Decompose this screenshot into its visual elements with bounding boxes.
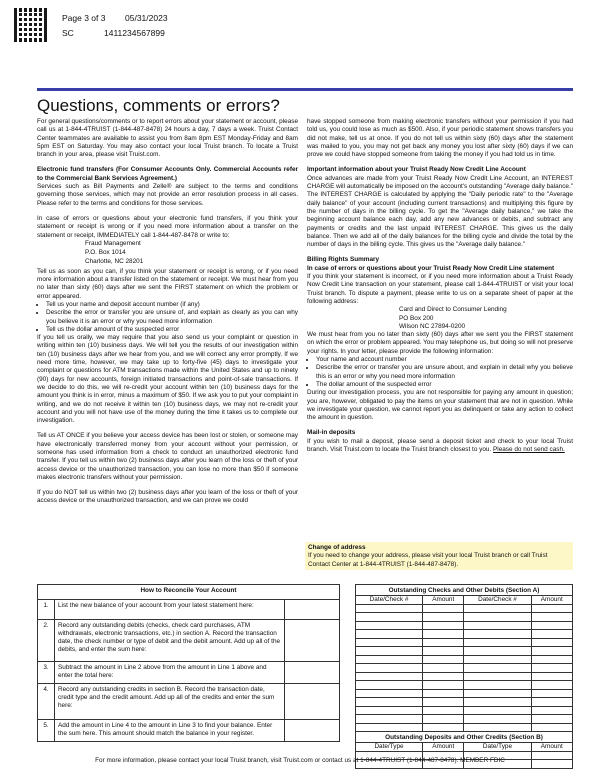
billing-rights-paragraph-2: We must hear from you no later than sixty (60) days after we sent you the FIRST statement on which the error or problem appeared. You may telephone us, but doing so will not preserve your rights. In your letter, please provide the following information: (307, 331, 573, 355)
table-row[interactable] (356, 664, 573, 673)
column-header: Amount (531, 743, 573, 752)
branch-code: SC (62, 28, 74, 38)
mail-in-heading: Mail-in deposits (307, 429, 356, 437)
list-item: • Your name and account number (316, 356, 573, 364)
list-item: • Describe the error or transfer you are unsure about, and explain in detail why you believe this is an error or why you need more information (316, 364, 573, 381)
table-row[interactable] (356, 647, 573, 656)
right-column (307, 118, 573, 461)
investigation-paragraph: During our investigation process, you are not responsible for paying any amount in question; you are, however, obligated to pay the items on your statement that are not in question. While we investigate your question, we cannot report you as delinquent or take any action to collect the amount in question. (307, 389, 573, 422)
table-row (38, 620, 340, 662)
row-instruction: List the new balance of your account from your latest statement here: (55, 600, 285, 620)
liability-paragraph: If you do NOT tell us within two (2) business days after you learn of the loss or theft of your access device or the unauthorized transaction, and we can prove we could (37, 489, 298, 505)
row-number: 5. (38, 720, 55, 742)
qr-code (14, 8, 48, 42)
amount-entry-field[interactable] (285, 620, 340, 662)
debits-heading: Outstanding Checks and Other Debits (Section A) (356, 585, 573, 596)
list-item: • Tell us the dollar amount of the suspected error (46, 326, 298, 334)
column-header: Date/Check # (356, 596, 423, 605)
change-of-address-heading: Change of address (308, 544, 366, 551)
page-title: Questions, comments or errors? (37, 96, 280, 115)
ready-now-heading: Important information about your Truist Ready Now Credit Line Account (307, 166, 526, 174)
row-instruction: Subtract the amount in Line 2 above from the amount in Line 1 above and enter the total here: (55, 662, 285, 684)
column-header: Date/Type (464, 743, 531, 752)
table-row[interactable] (356, 723, 573, 732)
account-number: 1411234567899 (104, 28, 165, 38)
fraud-address-line2: P.O. Box 1014 (85, 249, 126, 257)
row-number: 4. (38, 684, 55, 720)
column-header: Amount (423, 596, 464, 605)
billing-rights-subheading: In case of errors or questions about your Truist Ready Now Credit Line statement (307, 264, 555, 272)
change-of-address-box (305, 542, 573, 570)
row-number: 3. (38, 662, 55, 684)
footer: For more information, please contact your local Truist branch, visit Truist.com or contact us at 1-844-4TRUIST (1-844-487-8478). MEMBER FDIC (95, 757, 505, 764)
eft-services: Services such as Bill Payments and Zelle® are subject to the terms and conditions governing those services, which may not provide an error resolution process in all cases. Please refer to the terms and conditions for those services. (37, 183, 298, 207)
list-item: • Describe the error or transfer you are unsure of, and explain as clearly as you can why you believe it is an error or why you need more information (46, 309, 298, 326)
table-row[interactable] (356, 689, 573, 698)
table-row[interactable] (356, 715, 573, 724)
table-row (38, 720, 340, 742)
table-row[interactable] (356, 638, 573, 647)
table-row[interactable] (356, 706, 573, 715)
eft-heading: Electronic fund transfers (For Consumer Accounts Only. Commercial Accounts refer to the Commercial Bank Services Agreement.) (37, 166, 298, 182)
table-row[interactable] (356, 681, 573, 690)
row-instruction: Record any outstanding debits (checks, check card purchases, ATM withdrawals, electronic transactions, etc.) in section A. Record the transaction date, the check number or type of debit and the debit amount. Add up all of the debits, and enter the sum here: (55, 620, 285, 662)
table-row[interactable] (356, 621, 573, 630)
reconcile-table (37, 584, 340, 742)
card-address-line2: PO Box 200 (399, 314, 434, 322)
statement-date: 05/31/2023 (125, 13, 168, 23)
page-number: Page 3 of 3 (62, 13, 106, 23)
table-row[interactable] (356, 613, 573, 622)
row-instruction: Record any outstanding credits in section B. Record the transaction date, credit type and the credit amount. Add up all of the credits and enter the sum here: (55, 684, 285, 720)
row-number: 1. (38, 600, 55, 620)
list-item: • Tell us your name and deposit account number (if any) (46, 301, 298, 309)
fraud-address-line3: Charlotte, NC 28201 (85, 258, 144, 266)
title-rule (37, 88, 573, 91)
table-row[interactable] (356, 672, 573, 681)
table-row (38, 684, 340, 720)
no-cash-note: Please do not send cash. (493, 445, 565, 453)
reconcile-heading: How to Reconcile Your Account (38, 585, 340, 600)
card-address-line3: Wilson NC 27894-0200 (399, 322, 466, 330)
table-row[interactable] (356, 630, 573, 639)
mail-in-paragraph: If you wish to mail a deposit, please send a deposit ticket and check to your local Truist branch. Visit Truist.com to locate the Truist branch closest to you. (307, 437, 573, 453)
table-row (38, 600, 340, 620)
tell-us-paragraph: Tell us as soon as you can, if you think your statement or receipt is wrong, or if you need more information about a transfer listed on the statement or receipt. We must hear from you no later than sixty (60) days after we sent the FIRST statement on which the problem or error appeared. (37, 267, 298, 300)
table-row[interactable] (356, 604, 573, 613)
table-row[interactable] (356, 698, 573, 707)
eft-errors: In case of errors or questions about your electronic fund transfers, if you think your statement or receipt is wrong or if you need more information about a transfer on the statement or receipt, IMMEDIATELY call 1-844-487-8478 or write to: (37, 214, 298, 239)
table-row (38, 662, 340, 684)
column-header: Amount (531, 596, 573, 605)
left-column (37, 118, 298, 513)
column-header: Amount (423, 743, 464, 752)
credits-heading: Outstanding Deposits and Other Credits (Section B) (356, 732, 573, 743)
ready-now-paragraph: Once advances are made from your Truist Ready Now Credit Line Account, an INTEREST CHARGE will automatically be imposed on the account's outstanding "Average daily balance." The INTEREST CHARGE is calculated by applying the "Daily periodic rate" to the "Average daily balance" of your account (including current transactions) and multiplying this figure by the number of days in the billing cycle. To get the "Average daily balance," we take the beginning account balance each day, add any new advances or debits, and subtract any payments or credits and the last unpaid INTEREST CHARGE. This gives us the daily balance. Then we add all of the daily balances for the billing cycle and divide the total by the number of days in the billing cycle. This gives us the "Average daily balance." (307, 174, 573, 249)
amount-entry-field[interactable] (285, 662, 340, 684)
liability-continued: have stopped someone from making electronic transfers without your permission if you had told us, you could lose as much as $500. Also, if your periodic statement shows transfers you did not make, tell us at once. If you do not tell us within sixty (60) days after the statement was mailed to you, you may not get back any money you lost after sixty (60) days if we can prove we could have stopped someone from taking the money if you had told us in time. (307, 118, 573, 159)
table-row[interactable] (356, 655, 573, 664)
lost-device-paragraph: Tell us AT ONCE if you believe your access device has been lost or stolen, or someone may have electronically transferred money from your account without your permission, or someone has used information from a check to conduct an unauthorized electronic fund transfer. If you tell us within two (2) business days after you learn of the loss or theft of your access device or the unauthorized transaction, you can lose no more than $50 if someone makes electronic transfers without your permission. (37, 432, 298, 481)
list-item: • The dollar amount of the suspected error (316, 381, 573, 389)
general-questions: For general questions/comments or to report errors about your statement or account, please call us at 1-844-4TRUIST (1-844-487-8478) 24 hours a day, 7 days a week. Truist Contact Center teammates are available to assist you from 8am 8pm EST Monday-Friday and 8am 5pm EST on Saturday. You may also contact your local Truist branch. To locate a Truist branch in your area, please visit Truist.com. (37, 118, 298, 159)
change-of-address-text: If you need to change your address, please visit your local Truist branch or call Truist Contact Center at 1-844-4TRUIST (1-844-487-8478). (308, 552, 548, 568)
billing-rights-heading: Billing Rights Summary (307, 256, 380, 264)
column-header: Date/Type (356, 743, 423, 752)
column-header: Date/Check # (464, 596, 531, 605)
amount-entry-field[interactable] (285, 684, 340, 720)
row-number: 2. (38, 620, 55, 662)
amount-entry-field[interactable] (285, 720, 340, 742)
billing-rights-paragraph: If you think your statement is incorrect, or if you need more information about a Truist Ready Now Credit Line transaction on your statement, please call 1-844-4TRUIST or visit your local Truist branch. To dispute a payment, please write to us on a separate sheet of paper at the following address: (307, 273, 573, 305)
card-address-line1: Card and Direct to Consumer Lending (399, 306, 507, 314)
row-instruction: Add the amount in Line 4 to the amount in Line 3 to find your balance. Enter the sum here. This amount should match the balance in your register. (55, 720, 285, 742)
outstanding-items-table (355, 584, 573, 769)
fraud-address-line1: Fraud Management (85, 239, 141, 247)
oral-complaint-paragraph: If you tell us orally, we may require that you also send us your complaint or question in writing within ten (10) business days. We will tell you the results of our investigation within ten (10) business days after we hear from you, and we will correct any error promptly. If we need more time, however, we may take up to forty-five (45) days to investigate your complaint or questions for ATM transactions made within the United States and up to ninety (90) days for new accounts, foreign initiated transactions and point-of-sale transactions. If we decide to do this, we will re-credit your account within ten (10) business days for the amount you think is in error, minus a maximum of $50. If we ask you to put your complaint in writing, and we do not receive it within ten (10) business days, we may not re-credit your account and you will not have use of the money during the time it takes us to complete our investigation. (37, 334, 298, 425)
amount-entry-field[interactable] (285, 600, 340, 620)
